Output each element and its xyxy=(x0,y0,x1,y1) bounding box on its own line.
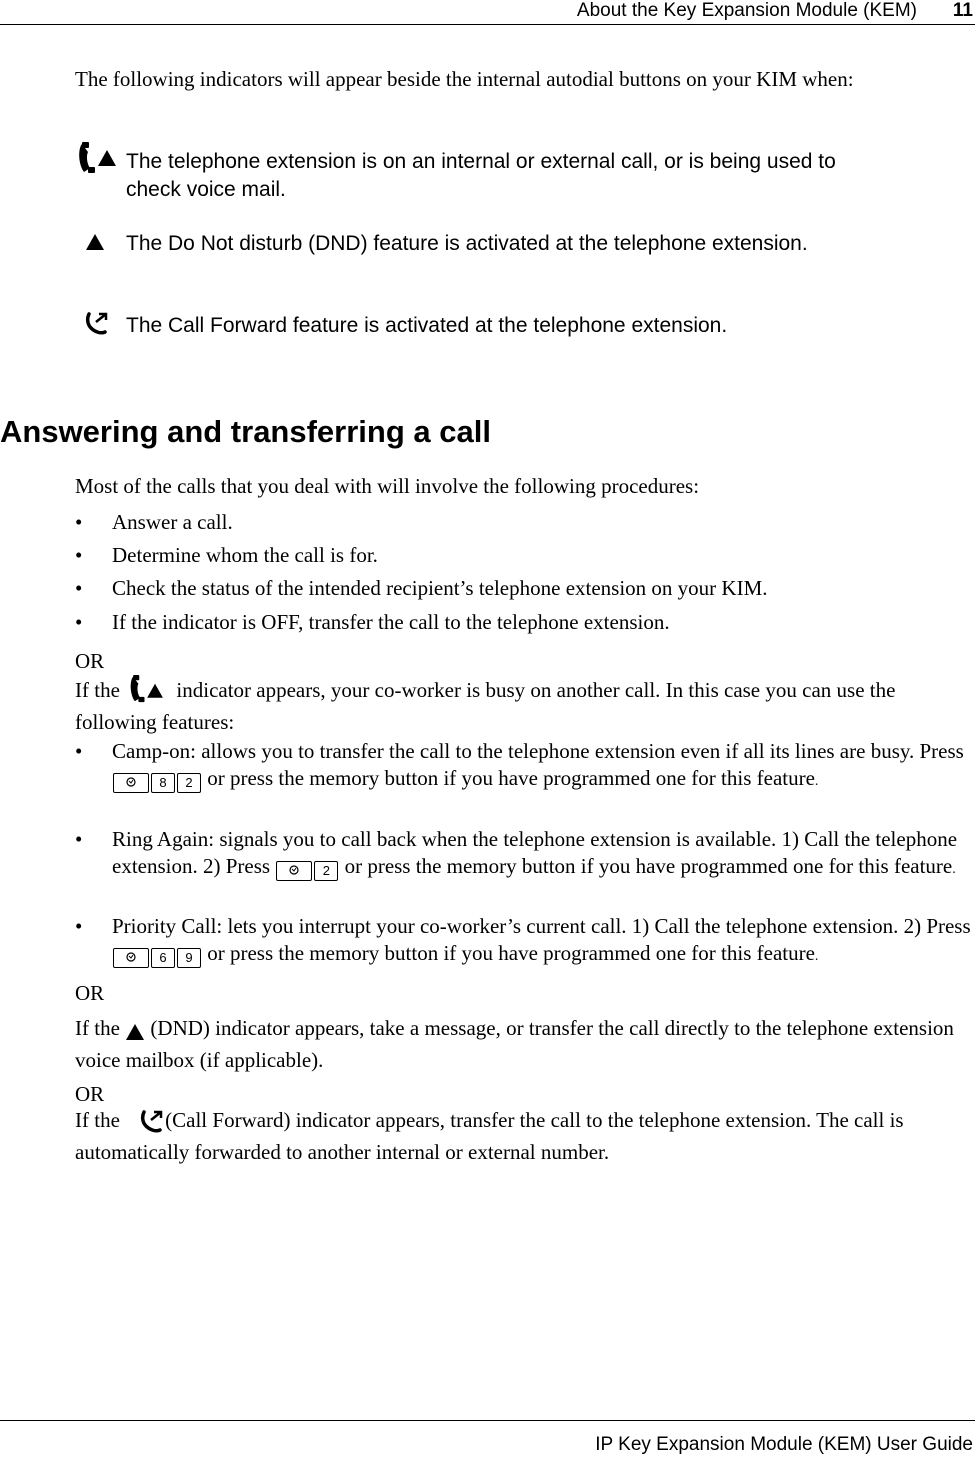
bullet-dot: • xyxy=(75,739,83,763)
feature-end: . xyxy=(814,774,819,789)
feature-text: Priority Call: lets you interrupt your co-worker’s current call. 1) Call the telephone extension. 2) Press xyxy=(112,914,971,938)
call-forward-paragraph xyxy=(75,1107,975,1165)
digit-key: 8 xyxy=(151,773,175,793)
dnd-paragraph-pre: If the xyxy=(75,1016,120,1040)
feature-text: Ring Again: signals you to call back when the telephone extension is available. 1) Call the telephone extension. 2) Press xyxy=(112,827,958,878)
dnd-paragraph xyxy=(75,1015,975,1073)
page-number: 11 xyxy=(952,0,973,21)
busy-paragraph-post: indicator appears, your co-worker is busy on another call. In this case you can use the following features: xyxy=(75,678,896,734)
busy-indicator-icon xyxy=(74,142,124,174)
or-label: OR xyxy=(75,649,105,673)
feature-key xyxy=(113,773,149,793)
intro-text: The following indicators will appear beside the internal autodial buttons on your KIM when: xyxy=(75,67,854,91)
bullet-dot: • xyxy=(75,610,83,634)
header-rule xyxy=(0,24,975,25)
feature-ring-again xyxy=(112,826,974,883)
indicator-dnd-text: The Do Not disturb (DND) feature is activated at the telephone extension. xyxy=(126,232,808,255)
list-item: Answer a call. xyxy=(112,510,233,534)
digit-key: 6 xyxy=(151,948,175,968)
indicator-call-forward-text: The Call Forward feature is activated at the telephone extension. xyxy=(126,314,728,337)
feature-end: . xyxy=(952,862,956,877)
or-label: OR xyxy=(75,981,105,1005)
feature-priority-call xyxy=(112,913,974,970)
feature-key xyxy=(113,948,149,968)
cf-paragraph-post: (Call Forward) indicator appears, transfer the call to the telephone extension. The call is automatically forwarded to another internal or external number. xyxy=(75,1108,904,1164)
feature-end: . xyxy=(814,949,819,964)
indicator-busy-text: The telephone extension is on an internal or external call, or is being used to check voice mail. xyxy=(126,150,836,201)
dnd-indicator-icon xyxy=(74,228,124,260)
call-forward-indicator-icon xyxy=(139,1109,165,1139)
section-lead: Most of the calls that you deal with will involve the following procedures: xyxy=(75,474,700,498)
list-item: If the indicator is OFF, transfer the call to the telephone extension. xyxy=(112,610,670,634)
feature-camp-on xyxy=(112,738,974,795)
digit-key: 2 xyxy=(177,773,201,793)
feature-text: or press the memory button if you have programmed one for this feature xyxy=(207,766,815,790)
bullet-dot: • xyxy=(75,827,83,851)
feature-key xyxy=(276,861,312,881)
call-forward-indicator-icon xyxy=(74,308,124,340)
list-item: Determine whom the call is for. xyxy=(112,543,378,567)
busy-paragraph-pre: If the xyxy=(75,678,120,702)
dnd-indicator-icon xyxy=(125,1021,145,1047)
busy-paragraph xyxy=(75,675,975,735)
bullet-dot: • xyxy=(75,510,83,534)
list-item: Check the status of the intended recipient’s telephone extension on your KIM. xyxy=(112,576,768,600)
header-title: About the Key Expansion Module (KEM) xyxy=(576,0,917,21)
digit-key: 9 xyxy=(177,948,201,968)
bullet-dot: • xyxy=(75,914,83,938)
feature-text: or press the memory button if you have programmed one for this feature xyxy=(207,941,815,965)
feature-text: or press the memory button if you have programmed one for this feature xyxy=(344,854,953,878)
busy-indicator-icon xyxy=(125,675,171,709)
section-heading: Answering and transferring a call xyxy=(0,414,491,449)
footer-title: IP Key Expansion Module (KEM) User Guide xyxy=(595,1434,973,1455)
footer-rule xyxy=(0,1420,975,1421)
feature-text: Camp-on: allows you to transfer the call to the telephone extension even if all its lines are busy. Press xyxy=(112,739,964,763)
or-label: OR xyxy=(75,1082,105,1106)
bullet-dot: • xyxy=(75,543,83,567)
bullet-dot: • xyxy=(75,576,83,600)
dnd-paragraph-post: (DND) indicator appears, take a message, or transfer the call directly to the telephone extension voice mailbox (if applicable). xyxy=(75,1016,954,1072)
cf-paragraph-pre: If the xyxy=(75,1108,120,1132)
digit-key: 2 xyxy=(314,861,338,881)
